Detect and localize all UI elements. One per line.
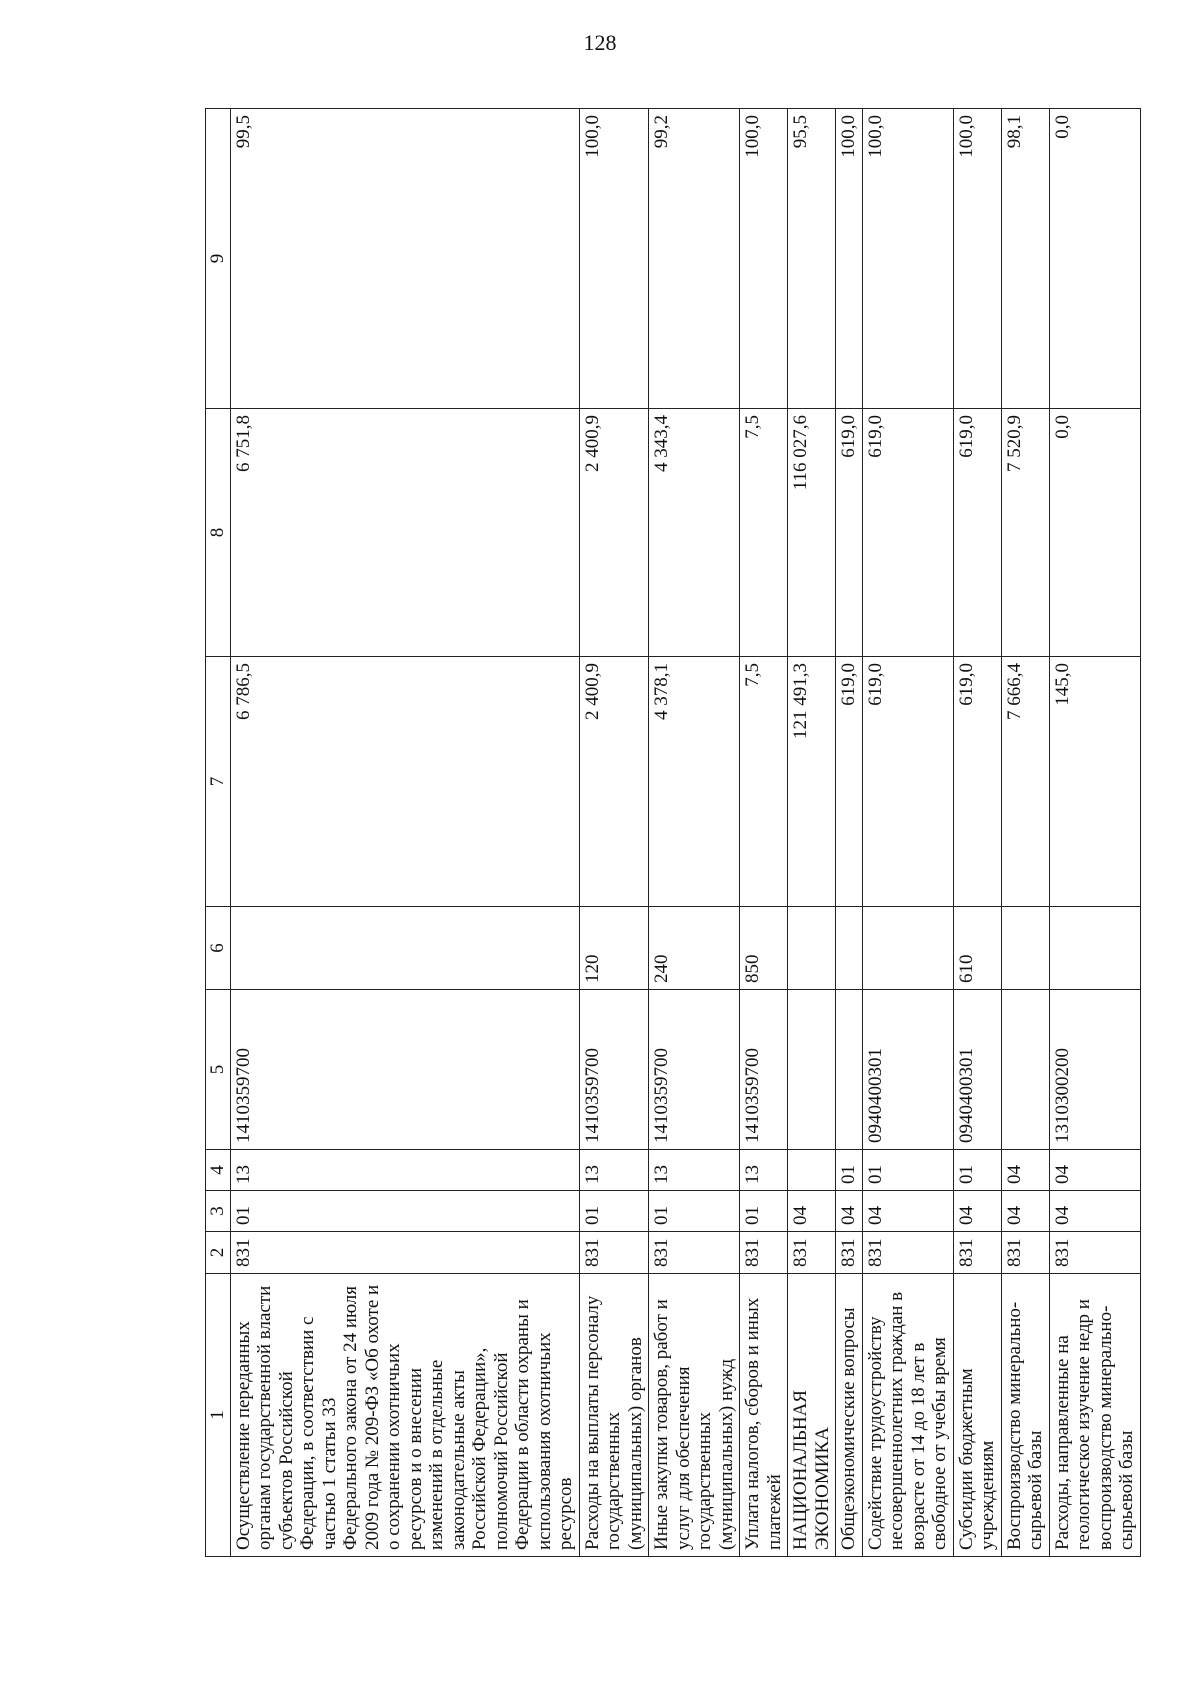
cell-col-6 (836, 907, 863, 990)
cell-col-8: 2 400,9 (579, 409, 649, 657)
cell-col-6 (788, 907, 836, 990)
cell-col-7: 2 400,9 (579, 657, 649, 907)
cell-col-4: 01 (862, 1150, 953, 1191)
cell-col-7: 619,0 (862, 657, 953, 907)
cell-col-3: 04 (1001, 1191, 1049, 1232)
cell-col-8: 619,0 (836, 409, 863, 657)
table-row (836, 109, 863, 1557)
cell-col-2: 831 (1049, 1232, 1140, 1274)
cell-col-5 (836, 990, 863, 1150)
row-name: Расходы, направленные на геологическое изучение недр и воспроизводство минерально-сырьевой базы (1049, 1274, 1140, 1557)
header-row (206, 109, 231, 1557)
cell-col-3: 04 (862, 1191, 953, 1232)
table-row (740, 109, 788, 1557)
cell-col-5: 1410359700 (740, 990, 788, 1150)
cell-col-5: 0940400301 (953, 990, 1001, 1150)
cell-col-6: 610 (953, 907, 1001, 990)
header-col-2: 2 (206, 1232, 231, 1274)
rotated-table-container (205, 109, 1137, 1557)
row-name: Воспроизводство минерально-сырьевой базы (1001, 1274, 1049, 1557)
cell-col-2: 831 (649, 1232, 740, 1274)
header-col-9: 9 (206, 109, 231, 409)
cell-col-3: 01 (230, 1191, 579, 1232)
cell-col-9: 99,5 (230, 109, 579, 409)
header-col-6: 6 (206, 907, 231, 990)
cell-col-3: 04 (788, 1191, 836, 1232)
table-row (788, 109, 836, 1557)
cell-col-2: 831 (1001, 1232, 1049, 1274)
cell-col-8: 0,0 (1049, 409, 1140, 657)
cell-col-9: 100,0 (862, 109, 953, 409)
cell-col-4: 04 (1049, 1150, 1140, 1191)
cell-col-7: 6 786,5 (230, 657, 579, 907)
table-row (1001, 109, 1049, 1557)
table-row (579, 109, 649, 1557)
row-name: Общеэкономические вопросы (836, 1274, 863, 1557)
cell-col-7: 619,0 (836, 657, 863, 907)
row-name: Расходы на выплаты персоналу государственных (муниципальных) органов (579, 1274, 649, 1557)
cell-col-4: 13 (579, 1150, 649, 1191)
cell-col-9: 100,0 (953, 109, 1001, 409)
cell-col-9: 0,0 (1049, 109, 1140, 409)
cell-col-9: 100,0 (740, 109, 788, 409)
cell-col-9: 100,0 (836, 109, 863, 409)
cell-col-8: 6 751,8 (230, 409, 579, 657)
budget-table (205, 108, 1141, 1557)
cell-col-8: 4 343,4 (649, 409, 740, 657)
row-name: Иные закупки товаров, работ и услуг для обеспечения государственных (муниципальных) нужд (649, 1274, 740, 1557)
cell-col-6 (1049, 907, 1140, 990)
cell-col-5: 1410359700 (649, 990, 740, 1150)
cell-col-3: 01 (579, 1191, 649, 1232)
page-number: 128 (583, 30, 617, 55)
table-row (953, 109, 1001, 1557)
header-col-7: 7 (206, 657, 231, 907)
cell-col-5 (788, 990, 836, 1150)
cell-col-2: 831 (836, 1232, 863, 1274)
cell-col-2: 831 (788, 1232, 836, 1274)
cell-col-9: 95,5 (788, 109, 836, 409)
cell-col-4: 13 (649, 1150, 740, 1191)
cell-col-4: 13 (230, 1150, 579, 1191)
cell-col-5: 1310300200 (1049, 990, 1140, 1150)
cell-col-5: 1410359700 (230, 990, 579, 1150)
cell-col-4: 13 (740, 1150, 788, 1191)
table-row (1049, 109, 1140, 1557)
cell-col-2: 831 (862, 1232, 953, 1274)
cell-col-2: 831 (740, 1232, 788, 1274)
cell-col-7: 4 378,1 (649, 657, 740, 907)
cell-col-8: 7,5 (740, 409, 788, 657)
cell-col-8: 116 027,6 (788, 409, 836, 657)
cell-col-4 (788, 1150, 836, 1191)
cell-col-2: 831 (953, 1232, 1001, 1274)
header-col-1: 1 (206, 1274, 231, 1557)
cell-col-7: 619,0 (953, 657, 1001, 907)
table-row (649, 109, 740, 1557)
cell-col-6: 240 (649, 907, 740, 990)
table-row (862, 109, 953, 1557)
table-row (230, 109, 579, 1557)
header-col-4: 4 (206, 1150, 231, 1191)
rotated-table-inner (205, 109, 1137, 1557)
cell-col-7: 7,5 (740, 657, 788, 907)
row-name: НАЦИОНАЛЬНАЯ ЭКОНОМИКА (788, 1274, 836, 1557)
cell-col-6: 120 (579, 907, 649, 990)
cell-col-8: 619,0 (862, 409, 953, 657)
row-name: Субсидии бюджетным учреждениям (953, 1274, 1001, 1557)
header-col-5: 5 (206, 990, 231, 1150)
cell-col-2: 831 (230, 1232, 579, 1274)
cell-col-6: 850 (740, 907, 788, 990)
cell-col-2: 831 (579, 1232, 649, 1274)
cell-col-6 (230, 907, 579, 990)
cell-col-7: 121 491,3 (788, 657, 836, 907)
cell-col-3: 01 (740, 1191, 788, 1232)
cell-col-7: 145,0 (1049, 657, 1140, 907)
cell-col-9: 99,2 (649, 109, 740, 409)
cell-col-5: 1410359700 (579, 990, 649, 1150)
cell-col-8: 619,0 (953, 409, 1001, 657)
cell-col-3: 04 (1049, 1191, 1140, 1232)
cell-col-7: 7 666,4 (1001, 657, 1049, 907)
cell-col-4: 01 (836, 1150, 863, 1191)
cell-col-3: 04 (953, 1191, 1001, 1232)
cell-col-3: 01 (649, 1191, 740, 1232)
cell-col-6 (1001, 907, 1049, 990)
cell-col-4: 04 (1001, 1150, 1049, 1191)
cell-col-4: 01 (953, 1150, 1001, 1191)
row-name: Содействие трудоустройству несовершеннолетних граждан в возрасте от 14 до 18 лет в свободное от учебы время (862, 1274, 953, 1557)
cell-col-6 (862, 907, 953, 990)
row-name: Осуществление переданных органам государственной власти субъектов Российской Федерации, в соответствии с частью 1 статьи 33 Федерального закона от 24 июля 2009 года № 209-ФЗ «Об охоте и о сохранении охотничьих ресурсов и о внесении изменений в отдельные законодательные акты Российской Федерации», полномочий Российской Федерации в области охраны и использования охотничьих ресурсов (230, 1274, 579, 1557)
cell-col-3: 04 (836, 1191, 863, 1232)
cell-col-8: 7 520,9 (1001, 409, 1049, 657)
cell-col-5: 0940400301 (862, 990, 953, 1150)
cell-col-5 (1001, 990, 1049, 1150)
header-col-8: 8 (206, 409, 231, 657)
cell-col-9: 98,1 (1001, 109, 1049, 409)
cell-col-9: 100,0 (579, 109, 649, 409)
header-col-3: 3 (206, 1191, 231, 1232)
row-name: Уплата налогов, сборов и иных платежей (740, 1274, 788, 1557)
